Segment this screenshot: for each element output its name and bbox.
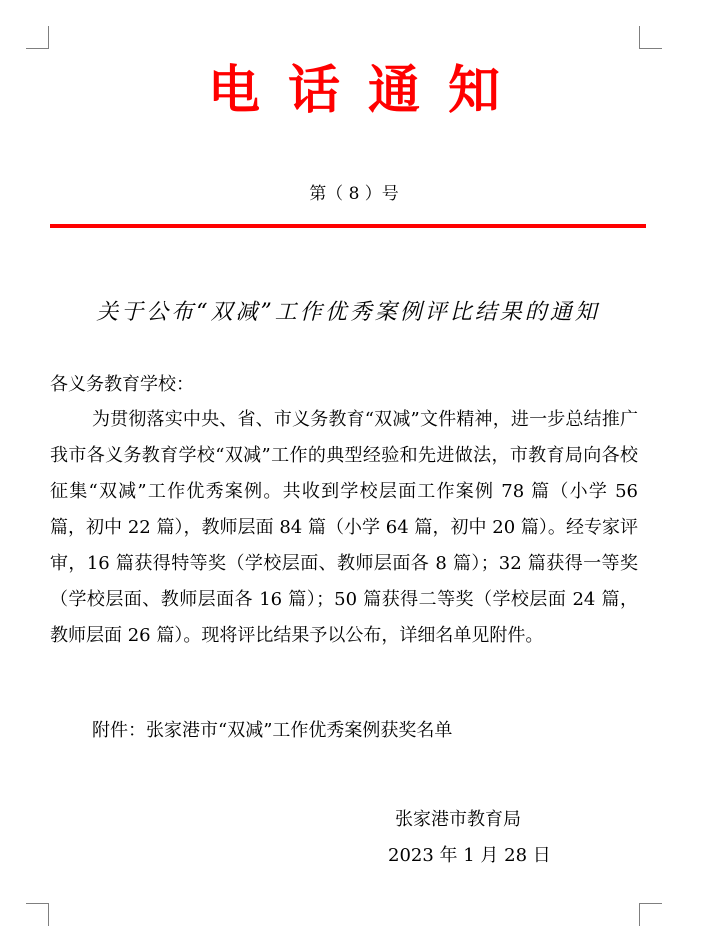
crop-mark-top-left [26, 26, 49, 49]
body-paragraph: 为贯彻落实中央、省、市义务教育“双减”文件精神，进一步总结推广我市各义务教育学校“双减”工作的典型经验和先进做法，市教育局向各校征集“双减”工作优秀案例。共收到学校层面工作案例 78 篇（小学 56 篇，初中 22 篇），教师层面 84 篇（小学 64 篇，初中 20 篇）。经专家评审，16 篇获得特等奖（学校层面、教师层面各 8 篇）；32 篇获得一等奖（学校层面、教师层面各 16 篇）；50 篇获得二等奖（学校层面 24 篇，教师层面 26 篇）。现将评比结果予以公布，详细名单见附件。 [50, 409, 638, 646]
red-divider-line [50, 224, 646, 228]
notice-title: 关于公布“双减”工作优秀案例评比结果的通知 [96, 300, 600, 325]
issue-date: 2023 年 1 月 28 日 [388, 845, 551, 866]
attachment-line: 附件：张家港市“双减”工作优秀案例获奖名单 [92, 720, 453, 741]
salutation: 各义务教育学校： [50, 374, 194, 395]
document-header-title: 电话通知 [207, 61, 528, 121]
crop-mark-top-right [639, 26, 662, 49]
crop-mark-bottom-right [639, 903, 662, 926]
crop-mark-bottom-left [26, 903, 49, 926]
issuing-authority: 张家港市教育局 [395, 809, 521, 830]
document-number: 第（ 8 ）号 [309, 184, 399, 204]
